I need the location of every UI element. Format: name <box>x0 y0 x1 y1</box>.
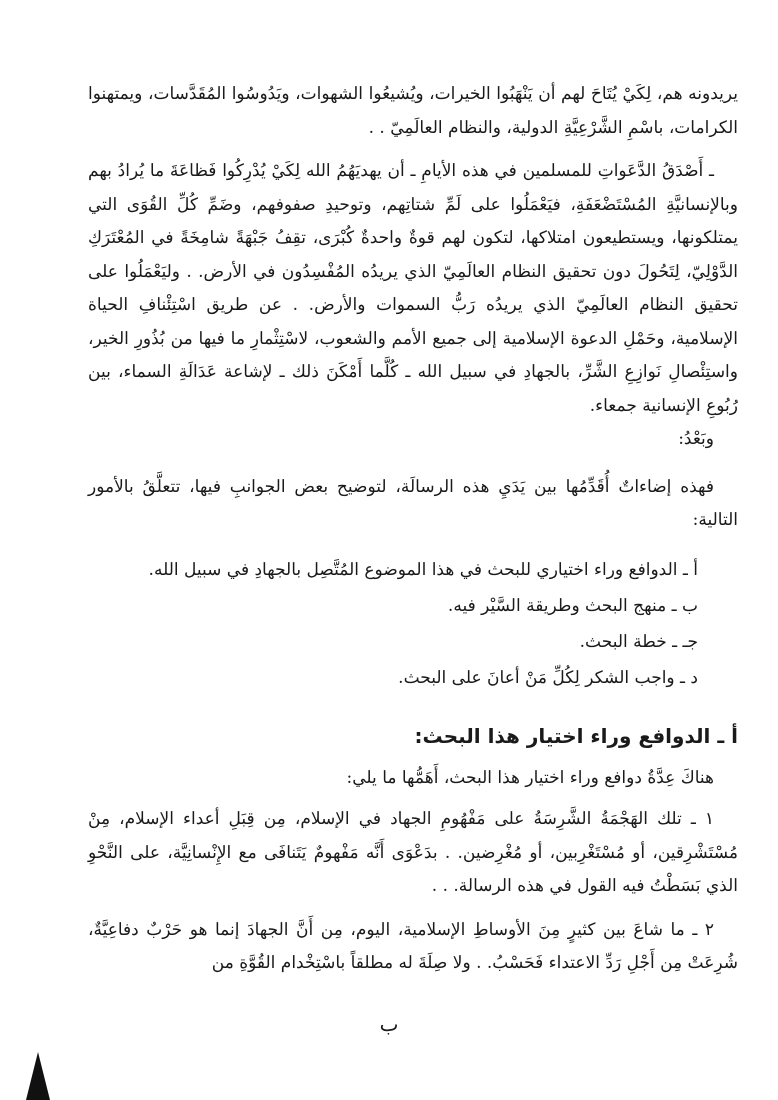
scan-corner-mark <box>26 1052 50 1100</box>
paragraph-call-to-muslims: ـ أَصْدَقُ الدَّعَواتِ للمسلمين في هذه الأيامِ ـ أن يهديَهُمُ الله لِكَيْ يُدْرِكُوا فَظاعَةَ ما يُرادُ بهم وبالإنسانيَّةِ المُسْتَضْعَفَةِ، فيَعْمَلُوا على لَمِّ شتاتِهم، وتوحيدِ صفوفهم، وضَمِّ كُلِّ القُوَى التي يمتلكونها، ويستطيعون امتلاكها، لتكون لهم قوةٌ واحدةٌ كُبْرَى، تقِفُ جَبْهَةً شامِخَةً في المُعْتَرَكِ الدَّوْلِيّ، لِتَحُولَ دون تحقيق النظام العالَمِيّ الذي يريدُه المُفْسِدُون في الأرض. . وليَعْمَلُوا على تحقيق النظام العالَمِيّ الذي يريدُه رَبُّ السموات والأرض. . عن طريق اسْتِئْنافِ الحياة الإسلامية، وحَمْلِ الدعوة الإسلامية إلى جميع الأمم والشعوب، لاسْتِثْمارِ ما فيها من بُذُورِ الخير، واستِئْصالِ نَوازِعِ الشَّرِّ، بالجهادِ في سبيل الله ـ كُلَّما أَمْكَنَ ذلك ـ لإشاعة عَدَالَةِ السماء، بين رُبُوعِ الإنسانية جمعاء. <box>88 161 738 416</box>
paragraph-motives-intro: هناكَ عِدَّةُ دوافع وراء اختيار هذا البحث، أَهَمُّها ما يلي: <box>346 767 714 788</box>
list-item: جـ ـ خطة البحث. <box>579 631 698 652</box>
paragraph-introduction-topics: فهذه إضاءاتٌ أُقَدِّمُها بين يَدَيِ هذه الرسالَة، لتوضيح بعض الجوانبِ فيها، تتعلَّقُ بالأمور التالية: <box>88 476 738 530</box>
paragraph-wa-bad: وبَعْدُ: <box>678 429 714 449</box>
page-number: ب <box>379 1012 399 1036</box>
list-item: ب ـ منهج البحث وطريقة السَّيْر فيه. <box>447 595 698 616</box>
section-heading: أ ـ الدوافع وراء اختيار هذا البحث: <box>414 723 738 748</box>
intro-paragraph: يريدونه هم، لِكَيْ يُتَاحَ لهم أن يَنْهَبُوا الخيرات، ويُشيعُوا الشهوات، ويَدُوسُوا المُقَدَّسات، ويمتهنوا الكرامات، باسْمِ الشَّرْعِيَّةِ الدولية، والنظام العالَمِيّ . . <box>88 84 738 138</box>
list-item: د ـ واجب الشكر لِكُلِّ مَنْ أعانَ على البحث. <box>398 667 698 688</box>
topics-list <box>88 552 738 696</box>
list-item: أ ـ الدوافع وراء اختياري للبحث في هذا الموضوع المُتَّصِل بالجهادِ في سبيل الله. <box>148 559 698 580</box>
document-page <box>88 78 738 981</box>
paragraph-motive-1: ١ ـ تلك الهَجْمَةُ الشَّرِسَةُ على مَفْهُومِ الجهاد في الإسلام، مِن قِبَلِ أعداء الإسلام، مِنْ مُسْتَشْرِقين، أو مُسْتَغْرِبين، أو مُغْرِضين. . بدَعْوَى أَنَّه مَفْهومٌ يَتَنافَى مع الإِنْسانِيَّة، على النَّحْوِ الذي بَسَطْتُ فيه القول في هذه الرسالة. . . <box>88 809 738 896</box>
paragraph-motive-2: ٢ ـ ما شاعَ بين كثيرٍ مِنَ الأوساطِ الإسلامية، اليوم، مِن أَنَّ الجهادَ إنما هو حَرْبٌ دفاعِيَّةٌ، شُرِعَتْ مِن أَجْلِ رَدِّ الاعتداء فَحَسْبُ. . ولا صِلَةَ له مطلقاً باسْتِخْدام القُوَّةِ من <box>88 919 738 973</box>
